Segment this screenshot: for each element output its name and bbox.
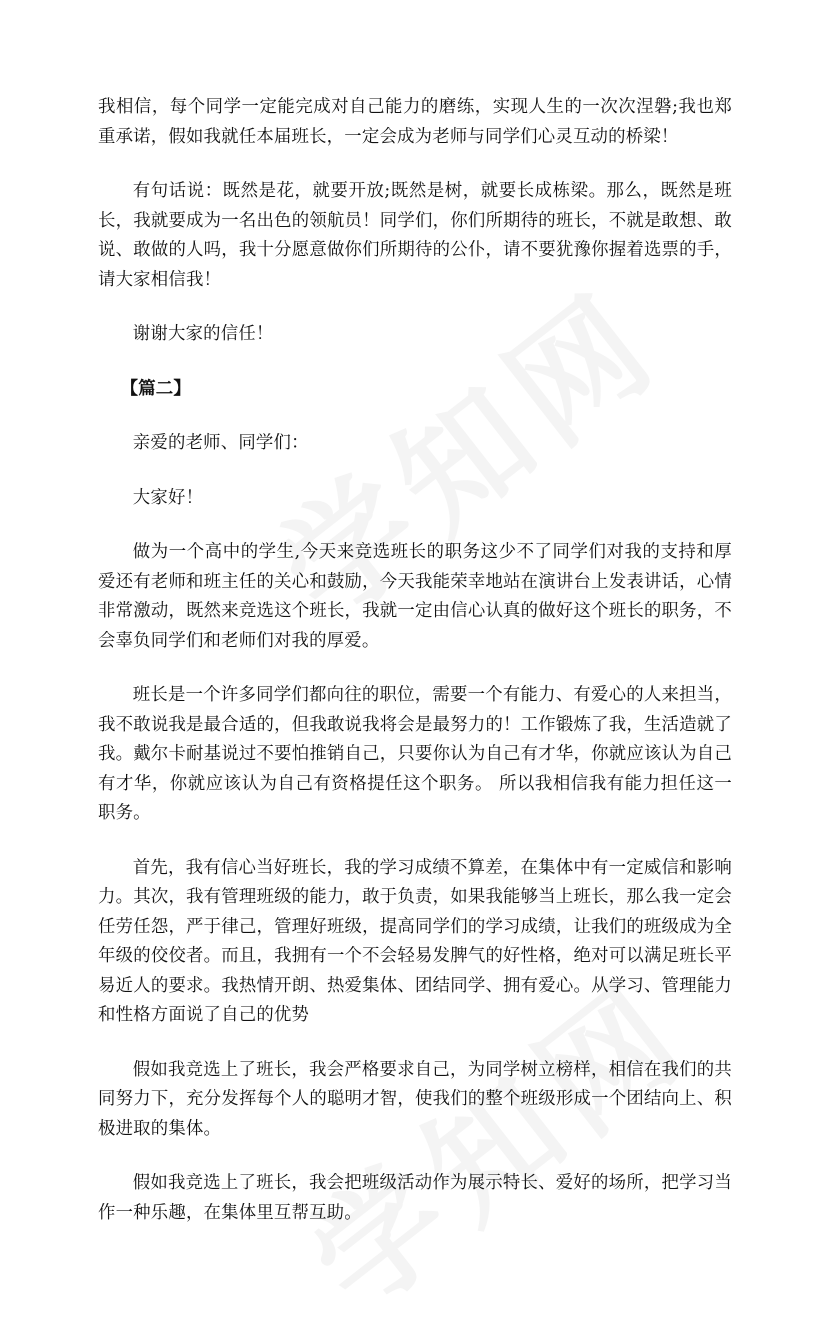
paragraph-intro: 做为一个高中的学生,今天来竞选班长的职务这少不了同学们对我的支持和厚爱还有老师和班主任的关心和鼓励，今天我能荣幸地站在演讲台上发表讲话，心情非常激动，既然来竞选这个班长，我就一定由信心认真的做好这个班长的职务，不会辜负同学们和老师们对我的厚爱。 <box>98 542 732 651</box>
paragraph-hello: 大家好！ <box>132 487 204 508</box>
paragraph-example: 假如我竞选上了班长，我会严格要求自己，为同学树立榜样，相信在我们的共同努力下，充分发挥每个人的聪明才智，使我们的整个班级形成一个团结向上、积极进取的集体。 <box>98 1059 732 1139</box>
section-heading: 【篇二】 <box>120 378 191 399</box>
document-body <box>98 93 732 1253</box>
paragraph-activities: 假如我竞选上了班长，我会把班级活动作为展示特长、爱好的场所，把学习当作一种乐趣，在集体里互帮互助。 <box>98 1173 732 1223</box>
paragraph-strengths: 首先，我有信心当好班长，我的学习成绩不算差，在集体中有一定威信和影响力。其次，我有管理班级的能力，敢于负责，如果我能够当上班长，那么我一定会任劳任怨，严于律己，管理好班级，提高同学们的学习成绩，让我们的班级成为全年级的佼佼者。而且，我拥有一个不会轻易发脾气的好性格，绝对可以满足班长平易近人的要求。我热情开朗、热爱集体、团结同学、拥有爱心。从学习、管理能力和性格方面说了自己的优势 <box>98 857 732 1025</box>
paragraph-thanks: 谢谢大家的信任！ <box>132 324 274 344</box>
paragraph-greeting: 亲爱的老师、同学们： <box>132 433 309 453</box>
paragraph-position: 班长是一个许多同学们都向往的职位，需要一个有能力、有爱心的人来担当，我不敢说我是最合适的，但我敢说我将会是最努力的！工作锻炼了我，生活造就了我。戴尔卡耐基说过不要怕推销自己，只要你认为自己有才华，你就应该认为自己有才华，你就应该认为自己有资格提任这个职务。 所以我相信我有能力担任这一职务。 <box>98 685 732 823</box>
paragraph-saying: 有句话说：既然是花，就要开放;既然是树，就要长成栋梁。那么，既然是班长，我就要成为一名出色的领航员！同学们，你们所期待的班长，不就是敢想、敢说、敢做的人吗，我十分愿意做你们所期待的公仆，请不要犹豫你握着选票的手，请大家相信我！ <box>98 181 732 290</box>
paragraph-promise: 我相信，每个同学一定能完成对自己能力的磨练，实现人生的一次次涅磐;我也郑重承诺，假如我就任本届班长，一定会成为老师与同学们心灵互动的桥梁！ <box>98 97 732 147</box>
